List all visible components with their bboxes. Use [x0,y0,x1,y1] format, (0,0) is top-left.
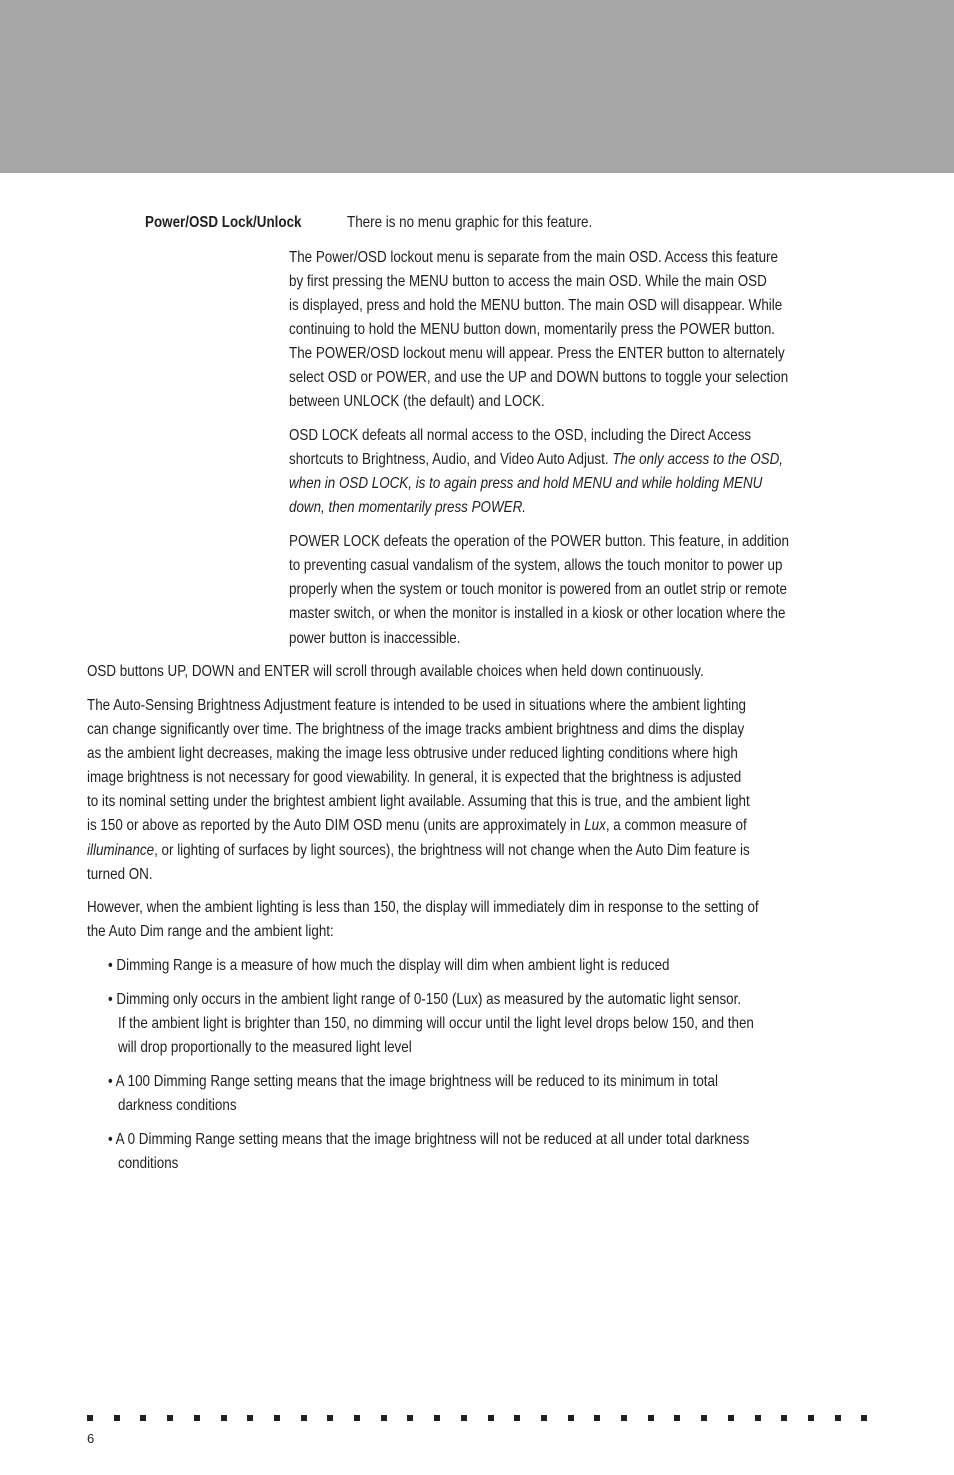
text-line: The POWER/OSD lockout menu will appear. Press the ENTER button to alternately [289,345,785,362]
text-line: continuing to hold the MENU button down, momentarily press the POWER button. [289,321,776,338]
text-line: to preventing casual vandalism of the system, allows the touch monitor to power up [289,557,783,574]
text-line: OSD LOCK defeats all normal access to the OSD, including the Direct Access [289,427,752,444]
text-line: shortcuts to Brightness, Audio, and Video Auto Adjust. The only access to the OSD, [289,451,784,468]
footer-dot [648,1415,654,1421]
footer-dot [274,1415,280,1421]
footer-dot [728,1415,734,1421]
text-line: as the ambient light decreases, making the image less obtrusive under reduced lighting conditions where high [87,745,738,762]
text-line: However, when the ambient lighting is less than 150, the display will immediately dim in response to the setting of [87,899,759,916]
footer-dot [514,1415,520,1421]
text-line: by first pressing the MENU button to access the main OSD. While the main OSD [289,273,767,290]
header-band [0,0,954,173]
text-line: • Dimming only occurs in the ambient light range of 0-150 (Lux) as measured by the automatic light sensor. [108,991,742,1008]
text-line: darkness conditions [118,1097,237,1114]
footer-dot [301,1415,307,1421]
text-line: is 150 or above as reported by the Auto DIM OSD menu (units are approximately in Lux, a common measure of [87,817,747,834]
text-line: • A 100 Dimming Range setting means that the image brightness will be reduced to its minimum in total [108,1073,718,1090]
footer-dot [354,1415,360,1421]
text-line: properly when the system or touch monitor is powered from an outlet strip or remote [289,581,787,598]
footer-dot [87,1415,93,1421]
text-line: illuminance, or lighting of surfaces by light sources), the brightness will not change when the Auto Dim feature is [87,842,750,859]
footer-dot [488,1415,494,1421]
footer-dotted-rule [87,1415,867,1423]
footer-dot [167,1415,173,1421]
footer-dot [701,1415,707,1421]
text-line: master switch, or when the monitor is installed in a kiosk or other location where the [289,605,786,622]
text-line: is displayed, press and hold the MENU button. The main OSD will disappear. While [289,297,783,314]
footer-dot [594,1415,600,1421]
footer-dot [434,1415,440,1421]
footer-dot [381,1415,387,1421]
buttons-paragraph: OSD buttons UP, DOWN and ENTER will scroll through available choices when held down continuously. [87,663,704,680]
text-line: between UNLOCK (the default) and LOCK. [289,393,545,410]
text-line: conditions [118,1155,179,1172]
footer-dot [541,1415,547,1421]
footer-dot [461,1415,467,1421]
footer-dot [621,1415,627,1421]
text-line: • Dimming Range is a measure of how much the display will dim when ambient light is reduced [108,957,670,974]
footer-dot [808,1415,814,1421]
text-line: POWER LOCK defeats the operation of the POWER button. This feature, in addition [289,533,789,550]
text-line: • A 0 Dimming Range setting means that the image brightness will not be reduced at all under total darkness [108,1131,750,1148]
text-line: The Power/OSD lockout menu is separate from the main OSD. Access this feature [289,249,778,266]
footer-dot [861,1415,867,1421]
footer-dot [674,1415,680,1421]
footer-dot [407,1415,413,1421]
footer-dot [755,1415,761,1421]
footer-dot [781,1415,787,1421]
section-intro: There is no menu graphic for this feature. [347,214,593,231]
footer-dot [140,1415,146,1421]
text-line: If the ambient light is brighter than 150, no dimming will occur until the light level drops below 150, and then [118,1015,754,1032]
footer-dot [114,1415,120,1421]
footer-dot [247,1415,253,1421]
text-line: to its nominal setting under the brightest ambient light available. Assuming that this is true, and the ambient light [87,793,750,810]
text-line: The Auto-Sensing Brightness Adjustment feature is intended to be used in situations where the ambient lighting [87,697,747,714]
footer-dot [327,1415,333,1421]
footer-dot [568,1415,574,1421]
footer-dot [835,1415,841,1421]
text-line: down, then momentarily press POWER. [289,499,527,516]
text-line: image brightness is not necessary for good viewability. In general, it is expected that the brightness is adjusted [87,769,742,786]
text-line: power button is inaccessible. [289,630,461,647]
text-line: when in OSD LOCK, is to again press and hold MENU and while holding MENU [289,475,763,492]
text-line: turned ON. [87,866,153,883]
section-heading: Power/OSD Lock/Unlock [145,214,302,231]
text-line: select OSD or POWER, and use the UP and DOWN buttons to toggle your selection [289,369,789,386]
text-line: can change significantly over time. The brightness of the image tracks ambient brightness and dims the display [87,721,745,738]
page-number: 6 [87,1431,95,1446]
text-line: the Auto Dim range and the ambient light: [87,923,334,940]
footer-dot [194,1415,200,1421]
footer-dot [221,1415,227,1421]
text-line: will drop proportionally to the measured light level [118,1039,412,1056]
